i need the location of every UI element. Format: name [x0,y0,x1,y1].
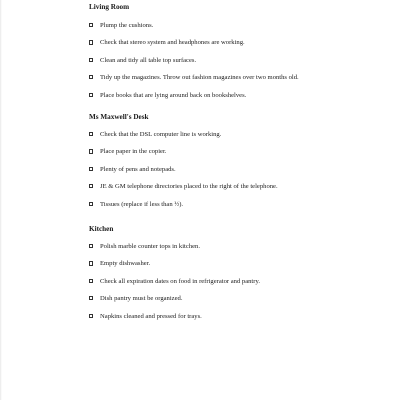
scan-edge [0,0,2,400]
checklist-item [89,147,389,164]
checkbox-icon[interactable] [89,202,93,206]
checkbox-icon[interactable] [89,296,93,300]
checkbox-icon[interactable] [89,279,93,283]
checkbox-icon[interactable] [89,261,93,265]
checkbox-icon[interactable] [89,75,93,79]
checkbox-icon[interactable] [89,149,93,153]
item-text: Check that the DSL computer line is working. [100,131,222,138]
checkbox-icon[interactable] [89,167,93,171]
checklist-item [89,182,389,199]
section-heading: Kitchen [89,225,114,233]
section-heading: Ms Maxwell's Desk [89,113,149,121]
item-text: Place books that are lying around back on bookshelves. [100,91,247,99]
checklist [89,21,389,108]
section-ms-maxwells-desk [89,113,389,217]
checkbox-icon[interactable] [89,40,93,44]
checkbox-icon[interactable] [89,58,93,62]
checklist-item [89,56,389,73]
item-text: Check all expiration dates on food in refrigerator and pantry. [100,277,260,285]
checklist-item [89,277,389,294]
checkbox-icon[interactable] [89,132,93,136]
item-text: Dish pantry must be organized. [100,295,183,303]
checkbox-icon[interactable] [89,314,93,318]
checklist-item [89,38,389,55]
item-text: Tidy up the magazines. Throw out fashion magazines over two months old. [100,74,299,82]
checklist-item [89,312,389,329]
checklist-item [89,242,389,259]
checklist-item [89,21,389,38]
item-text: Plump the cushions. [100,22,154,29]
item-text: Tissues (replace if less than ½). [100,200,184,208]
checkbox-icon[interactable] [89,244,93,248]
checkbox-icon[interactable] [89,93,93,97]
section-heading: Living Room [89,3,130,11]
item-text: Empty dishwasher. [100,260,151,268]
checklist-item [89,200,389,217]
item-text: Check that stereo system and headphones are working. [100,39,245,47]
checklist-item [89,259,389,276]
item-text: Place paper in the copier. [100,148,167,156]
checklist-item [89,73,389,90]
checklist-item [89,91,389,108]
checklist-item [89,294,389,311]
item-text: Plenty of pens and notepads. [100,165,176,173]
item-text: Polish marble counter tops in kitchen. [100,243,200,250]
section-living-room [89,3,389,108]
checkbox-icon[interactable] [89,184,93,188]
checklist [89,130,389,217]
item-text: Napkins cleaned and pressed for trays. [100,312,202,320]
checklist [89,242,389,329]
section-kitchen [89,225,389,329]
checklist-item [89,130,389,147]
checkbox-icon[interactable] [89,23,93,27]
checklist-item [89,165,389,182]
item-text: JE & GM telephone directories placed to the right of the telephone. [100,183,278,191]
item-text: Clean and tidy all table top surfaces. [100,56,197,64]
